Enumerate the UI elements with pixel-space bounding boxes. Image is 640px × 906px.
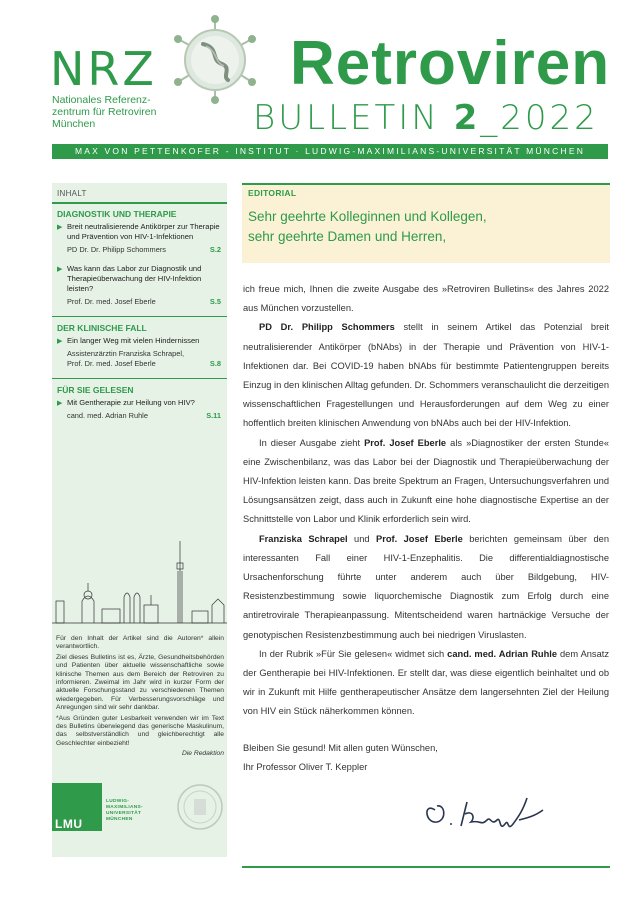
toc-item-link[interactable] xyxy=(52,264,227,294)
bullet-arrow-icon: ▶ xyxy=(57,338,63,345)
toc-section-title: FÜR SIE GELESEN xyxy=(57,385,134,395)
lmu-name-line: LUDWIG- xyxy=(106,799,130,804)
greeting-line: Sehr geehrte Kolleginnen und Kollegen, xyxy=(248,209,487,224)
nrz-subtitle-line: Nationales Referenz- xyxy=(52,94,151,106)
toc-item-author xyxy=(52,245,227,255)
issue-year: _2022 xyxy=(480,98,599,138)
author-name: Prof. Dr. med. Josef Eberle xyxy=(67,359,156,368)
author-highlight: Franziska Schrapel xyxy=(259,533,348,544)
bulletin-word: BULLETIN xyxy=(253,98,440,138)
closing-line: Ihr Professor Oliver T. Keppler xyxy=(243,762,368,773)
greeting-line: sehr geehrte Damen und Herren, xyxy=(248,229,447,244)
author-highlight: Prof. Josef Eberle xyxy=(364,437,447,448)
toc-item-link[interactable] xyxy=(52,336,227,346)
editorial-header xyxy=(242,185,610,263)
lmu-name-line: MÜNCHEN xyxy=(106,817,133,822)
note-signature: Die Redaktion xyxy=(181,750,224,758)
toc-item-text: Ein langer Weg mit vielen Hindernissen xyxy=(67,336,200,345)
author-highlight: Prof. Josef Eberle xyxy=(376,533,463,544)
lmu-logo-text: LMU xyxy=(55,817,83,831)
paragraph-text: als »Diagnostiker der ersten Stunde« eine Zwischenbilanz, was das Labor bei der Diagnostik und Therapieüberwachung der HIV-Infektion leisten kann. Das breite Spektrum an Fragen, Untersuchungsverfahren und Lösungsansätzen zeigt, dass auch in Zukunft eine hohe diagnostische Expertise an der Schnittstelle von Labor und Klinik erforderlich sein wird. xyxy=(243,437,610,525)
toc-item-text: Breit neutralisierende Antikörper zur Therapie und Prävention von HIV-1-Infektionen xyxy=(67,222,220,241)
bullet-arrow-icon: ▶ xyxy=(57,224,63,231)
lmu-logo-box xyxy=(52,783,102,831)
paragraph-text: In dieser Ausgabe zieht xyxy=(259,437,365,448)
table-of-contents-sidebar xyxy=(52,183,227,857)
page-ref: S.11 xyxy=(206,411,221,420)
toc-item-author xyxy=(52,349,227,369)
nrz-subtitle-line: München xyxy=(52,118,96,130)
toc-section-title: DER KLINISCHE FALL xyxy=(57,323,147,333)
nrz-subtitle xyxy=(52,94,182,130)
lmu-name-line: MAXIMILIANS- xyxy=(106,805,143,810)
closing xyxy=(243,739,438,777)
page-ref: S.5 xyxy=(209,297,221,306)
page-title: Retroviren xyxy=(290,29,611,98)
issue-number: 2 xyxy=(453,98,481,138)
toc-item-link[interactable] xyxy=(52,222,227,242)
munich-skyline-illustration xyxy=(52,531,227,631)
lmu-name xyxy=(106,799,143,823)
author-highlight: cand. med. Adrian Ruhle xyxy=(447,648,558,659)
university-seal-icon xyxy=(176,783,224,831)
editorial-label: EDITORIAL xyxy=(248,188,297,198)
author-name: cand. med. Adrian Ruhle xyxy=(67,411,148,420)
paragraph xyxy=(243,530,609,645)
paragraph-text: und xyxy=(347,533,377,544)
toc-item-author xyxy=(52,411,227,421)
lmu-logo xyxy=(52,783,152,835)
bulletin-issue xyxy=(253,98,599,138)
divider xyxy=(52,378,227,379)
toc-section-title: DIAGNOSTIK UND THERAPIE xyxy=(57,209,177,219)
paragraph xyxy=(243,318,609,433)
page-ref: S.8 xyxy=(209,359,221,368)
toc-item-text: Was kann das Labor zur Diagnostik und Therapieüberwachung der HIV-Infektion leisten? xyxy=(67,264,202,293)
editorial-note xyxy=(56,635,224,761)
intro-paragraph: ich freue mich, Ihnen die zweite Ausgabe des »Retroviren Bulletins« des Jahres 2022 aus München vorzustellen. xyxy=(243,284,609,314)
page-ref: S.2 xyxy=(209,245,221,254)
divider xyxy=(52,202,227,204)
note-paragraph: Ziel dieses Bulletins ist es, Ärzte, Gesundheitsbehörden und Patienten über aktuelle wissenschaftliche sowie klinische Themen aus dem Bereich der Retroviren zu informieren. Zweimal im Jahr wird in kurzer Form der aktuelle Forschungsstand zu verschiedenen Themen wiedergegeben. Für Verbesserungsvorschläge und Anregungen sind wir sehr dankbar. xyxy=(56,653,224,712)
divider xyxy=(242,866,610,868)
virus-logo-icon xyxy=(170,14,260,104)
handwritten-signature xyxy=(415,780,555,836)
author-name: PD Dr. Dr. Philipp Schommers xyxy=(67,245,166,254)
note-paragraph: *Aus Gründen guter Lesbarkeit verwenden wir im Text des Bulletins überwiegend das generische Maskulinum, das selbstverständlich und gleichberechtigt alle Geschlechter einbezieht! xyxy=(56,714,224,747)
author-highlight: PD Dr. Philipp Schommers xyxy=(259,322,395,333)
note-paragraph: Für den Inhalt der Artikel sind die Autoren* allein verantwortlich. xyxy=(56,635,224,651)
paragraph xyxy=(243,434,609,530)
editorial-body xyxy=(243,280,609,722)
toc-heading: INHALT xyxy=(57,189,87,198)
divider xyxy=(52,316,227,317)
nrz-subtitle-line: zentrum für Retroviren xyxy=(52,106,157,118)
paragraph-text: berichten gemeinsam über den interessanten Fall einer HIV-1-Enzephalitis. Die differentialdiagnostische Ursachenforschung führte unter anderem auch über Bildgebung, HIV-Resistenzbestimmung sowie liquorchemische Diagnostik zum Erfolg durch eine antiretrovirale Therapieanpassung. Mitentscheidend waren hartnäckige Versuche der genotypischen Resistenzbestimmung auch bei niedrigen Viruslasten. xyxy=(243,533,609,640)
paragraph-text: In der Rubrik »Für Sie gelesen« widmet sich xyxy=(259,648,448,659)
toc-item-author xyxy=(52,297,227,307)
author-name: Prof. Dr. med. Josef Eberle xyxy=(67,297,156,306)
closing-line: Bleiben Sie gesund! Mit allen guten Wünschen, xyxy=(243,743,438,753)
editorial-greeting xyxy=(248,207,487,247)
lmu-name-line: UNIVERSITÄT xyxy=(106,811,142,816)
institute-banner: MAX VON PETTENKOFER - INSTITUT · LUDWIG-MAXIMILIANS-UNIVERSITÄT MÜNCHEN xyxy=(52,144,608,159)
toc-item-text: Mit Gentherapie zur Heilung von HIV? xyxy=(67,398,195,407)
author-name: Assistenzärztin Franziska Schrapel, xyxy=(67,349,185,358)
paragraph xyxy=(243,645,609,722)
paragraph-text: stellt in seinem Artikel das Potenzial breit neutralisierender Antikörper (bNAbs) in der Therapie und Prävention von HIV-1-Infektionen dar. Bei COVID-19 haben bNAbs für bestimmte Patientengruppen bereits Einzug in den klinischen Alltag gefunden. Dr. Schommers veranschaulicht die derzeitigen wissenschaftlichen Fragestellungen und Herausforderungen auf dem Weg zu einer hoffentlich breiten klinischen Anwendung von bNAbs auch bei der HIV-Infektion. xyxy=(243,322,609,429)
bullet-arrow-icon: ▶ xyxy=(57,266,63,273)
nrz-logo-text: NRZ xyxy=(50,42,157,96)
paragraph-text: dem Ansatz der Gentherapie bei HIV-Infektionen. Er stellt dar, was diese eigentlich beinhaltet und ob wir in Zukunft mit Hilfe gentherapeutischer Ansätze dem langersehnten Ziel der Heilung von HIV ein Stück näherkommen können. xyxy=(243,648,609,717)
bullet-arrow-icon: ▶ xyxy=(57,400,63,407)
toc-item-link[interactable] xyxy=(52,398,227,408)
